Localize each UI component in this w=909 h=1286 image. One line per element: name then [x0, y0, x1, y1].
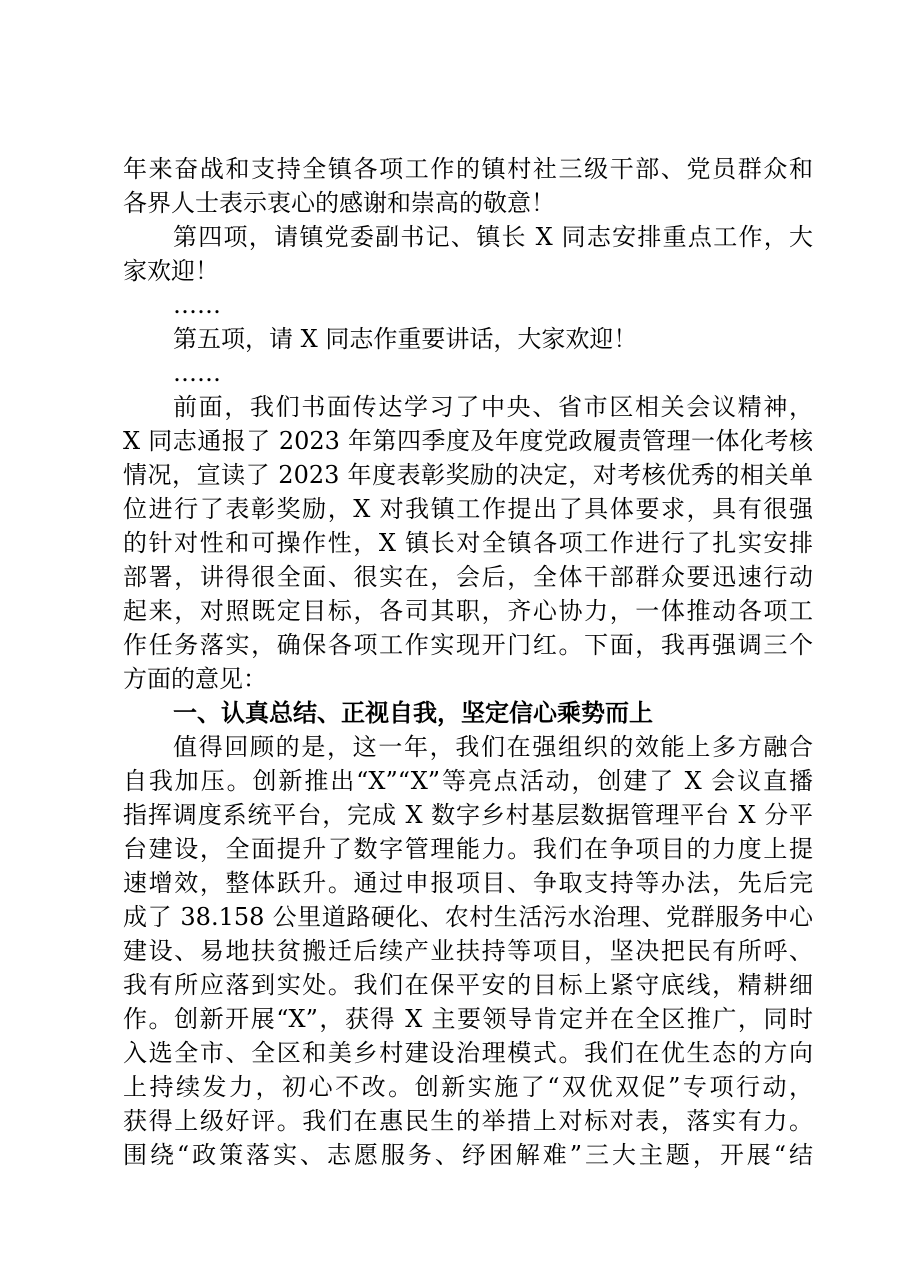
paragraph-line: 入选全市、全区和美乡村建设治理模式。我们在优生态的方向: [123, 1039, 813, 1067]
paragraph-line: 建设、易地扶贫搬迁后续产业扶持等项目，坚决把民有所呼、: [123, 937, 813, 965]
paragraph-line: 作任务落实，确保各项工作实现开门红。下面，我再强调三个: [123, 631, 813, 659]
paragraph-line: 成了 38.158 公里道路硬化、农村生活污水治理、党群服务中心: [123, 903, 813, 931]
ellipsis-line: ……: [173, 359, 221, 387]
paragraph-line: X 同志通报了 2023 年第四季度及年度党政履责管理一体化考核: [123, 427, 813, 455]
ellipsis-line: ……: [173, 291, 221, 319]
paragraph-line: 指挥调度系统平台，完成 X 数字乡村基层数据管理平台 X 分平: [123, 801, 813, 829]
paragraph-line: 家欢迎！: [123, 257, 219, 285]
paragraph-line: 情况，宣读了 2023 年度表彰奖励的决定，对考核优秀的相关单: [123, 461, 813, 489]
paragraph-line: 作。创新开展“X”，获得 X 主要领导肯定并在全区推广，同时: [123, 1005, 813, 1033]
paragraph-line: 自我加压。创新推出“X”“X”等亮点活动，创建了 X 会议直播: [123, 767, 813, 795]
paragraph-line: 年来奋战和支持全镇各项工作的镇村社三级干部、党员群众和: [123, 155, 813, 183]
paragraph-line: 第四项，请镇党委副书记、镇长 X 同志安排重点工作，大: [173, 223, 813, 251]
paragraph-line: 各界人士表示衷心的感谢和崇高的敬意！: [123, 189, 555, 217]
paragraph-line: 第五项，请 X 同志作重要讲话，大家欢迎！: [173, 325, 638, 353]
paragraph-line: 围绕“政策落实、志愿服务、纾困解难”三大主题，开展“结: [123, 1141, 813, 1169]
paragraph-line: 获得上级好评。我们在惠民生的举措上对标对表，落实有力。: [123, 1107, 813, 1135]
paragraph-line: 方面的意见：: [123, 665, 267, 693]
paragraph-line: 速增效，整体跃升。通过申报项目、争取支持等办法，先后完: [123, 869, 813, 897]
paragraph-line: 位进行了表彰奖励，X 对我镇工作提出了具体要求，具有很强: [123, 495, 813, 523]
paragraph-line: 我有所应落到实处。我们在保平安的目标上紧守底线，精耕细: [123, 971, 813, 999]
paragraph-line: 的针对性和可操作性，X 镇长对全镇各项工作进行了扎实安排: [123, 529, 813, 557]
paragraph-line: 值得回顾的是，这一年，我们在强组织的效能上多方融合: [173, 733, 813, 761]
section-heading: 一、认真总结、正视自我，坚定信心乘势而上: [173, 699, 653, 727]
paragraph-line: 起来，对照既定目标，各司其职，齐心协力，一体推动各项工: [123, 597, 813, 625]
paragraph-line: 台建设，全面提升了数字管理能力。我们在争项目的力度上提: [123, 835, 813, 863]
paragraph-line: 部署，讲得很全面、很实在，会后，全体干部群众要迅速行动: [123, 563, 813, 591]
paragraph-line: 上持续发力，初心不改。创新实施了“双优双促”专项行动，: [123, 1073, 813, 1101]
paragraph-line: 前面，我们书面传达学习了中央、省市区相关会议精神，: [173, 393, 813, 421]
